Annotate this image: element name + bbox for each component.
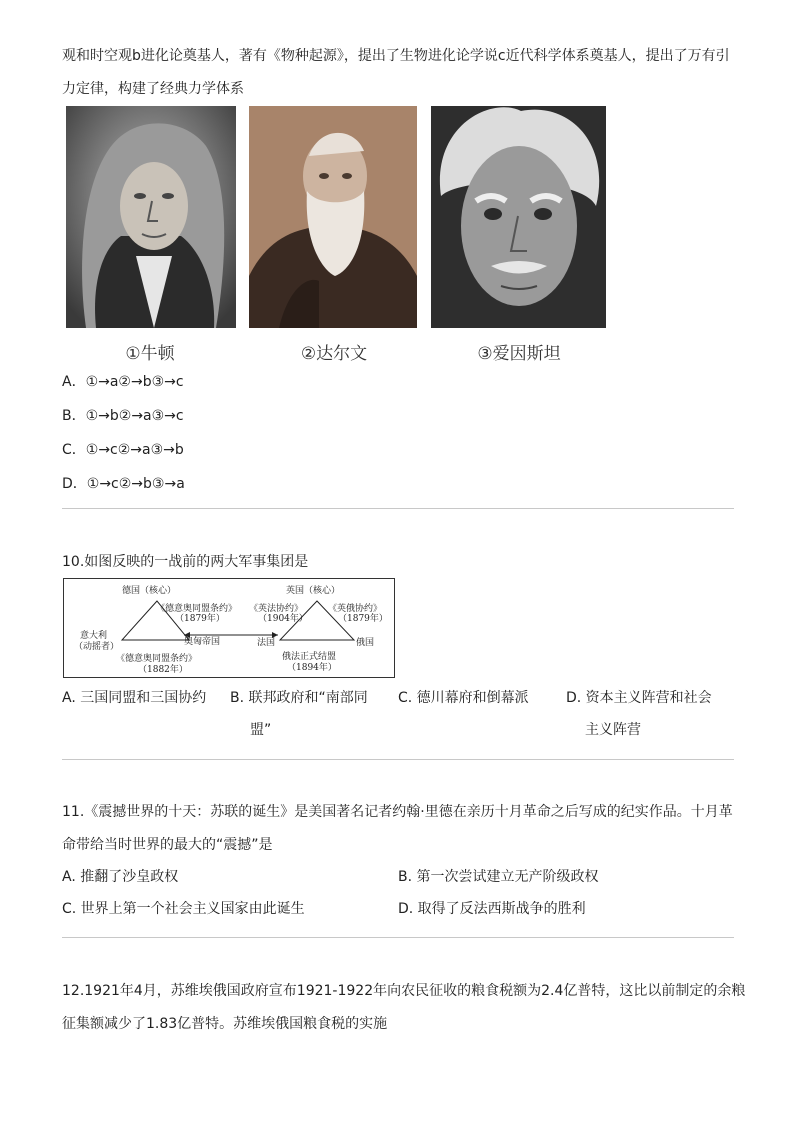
q12-stem-line1: 12.1921年4月，苏维埃俄国政府宣布1921-1922年向农民征收的粮食税额为2.4亿普特，这比以前制定的余粮 bbox=[62, 983, 746, 999]
q11-stem-line1: 11.《震撼世界的十天：苏联的诞生》是美国著名记者约翰·里德在亲历十月革命之后写成的纪实作品。十月革 bbox=[62, 804, 733, 820]
q10-option-b-line1: B. 联邦政府和“南部同 bbox=[230, 690, 368, 706]
label-austria-hungary: 奥匈帝国 bbox=[184, 637, 221, 647]
q10-stem: 10.如图反映的一战前的两大军事集团是 bbox=[62, 554, 309, 570]
label-year-1879-ru: （1879年） bbox=[338, 614, 388, 624]
q10-option-c[interactable]: C. 德川幕府和倒幕派 bbox=[398, 690, 529, 706]
q9-stem-line1: 观和时空观b进化论奠基人，著有《物种起源》，提出了生物进化论学说c近代科学体系奠基人，提出了万有引 bbox=[62, 48, 730, 64]
label-france: 法国 bbox=[257, 638, 276, 648]
label-year-1904: （1904年） bbox=[258, 614, 308, 624]
label-germany: 德国（核心） bbox=[122, 586, 177, 596]
label-anglo-russian-entente: 《英俄协约》 bbox=[328, 604, 383, 614]
q11-stem-line2: 命带给当时世界的最大的“震撼”是 bbox=[62, 837, 273, 853]
q11-option-b[interactable]: B. 第一次尝试建立无产阶级政权 bbox=[398, 869, 599, 885]
q12-stem-line2: 征集额减少了1.83亿普特。苏维埃俄国粮食税的实施 bbox=[62, 1016, 388, 1032]
darwin-portrait bbox=[249, 106, 417, 328]
divider bbox=[62, 937, 734, 938]
caption-darwin: ②达尔文 bbox=[300, 344, 368, 364]
caption-einstein: ③爱因斯坦 bbox=[477, 344, 561, 364]
label-russia: 俄国 bbox=[356, 638, 375, 648]
label-anglo-french-entente: 《英法协约》 bbox=[249, 604, 304, 614]
q11-option-a[interactable]: A. 推翻了沙皇政权 bbox=[62, 869, 179, 885]
caption-newton: ①牛顿 bbox=[125, 344, 175, 364]
q10-option-d[interactable] bbox=[566, 687, 712, 707]
q9-option-b[interactable]: B．①→b②→a③→c bbox=[62, 408, 184, 424]
q9-option-c[interactable]: C．①→c②→a③→b bbox=[62, 442, 184, 458]
q10-option-a[interactable]: A. 三国同盟和三国协约 bbox=[62, 690, 207, 706]
military-blocs-diagram bbox=[63, 578, 395, 678]
label-year-1894: （1894年） bbox=[287, 663, 337, 673]
newton-portrait bbox=[66, 106, 236, 328]
label-treaty-1879-de: 《德意奥同盟条约》 bbox=[156, 604, 238, 614]
label-italy-note: （动摇者） bbox=[74, 642, 120, 652]
q10-option-d-line1: D. 资本主义阵营和社会 bbox=[566, 690, 712, 706]
q9-option-a[interactable]: A．①→a②→b③→c bbox=[62, 374, 184, 390]
label-treaty-1882: 《德意奥同盟条约》 bbox=[116, 654, 198, 664]
q10-option-d-line2: 主义阵营 bbox=[585, 722, 641, 738]
label-year-1882: （1882年） bbox=[138, 665, 188, 675]
divider bbox=[62, 759, 734, 760]
label-franco-russian-alliance: 俄法正式结盟 bbox=[282, 652, 337, 662]
q11-option-d[interactable]: D. 取得了反法西斯战争的胜利 bbox=[398, 901, 586, 917]
q9-stem-line2: 力定律，构建了经典力学体系 bbox=[62, 81, 244, 97]
label-italy: 意大利 bbox=[80, 631, 108, 641]
divider bbox=[62, 508, 734, 509]
q10-option-b[interactable] bbox=[230, 687, 368, 707]
q9-option-d[interactable]: D．①→c②→b③→a bbox=[62, 476, 185, 492]
q10-option-b-line2: 盟” bbox=[250, 722, 272, 738]
label-britain: 英国（核心） bbox=[286, 586, 341, 596]
einstein-portrait bbox=[431, 106, 606, 328]
q11-option-c[interactable]: C. 世界上第一个社会主义国家由此诞生 bbox=[62, 901, 305, 917]
label-year-1879-de: （1879年） bbox=[175, 614, 225, 624]
